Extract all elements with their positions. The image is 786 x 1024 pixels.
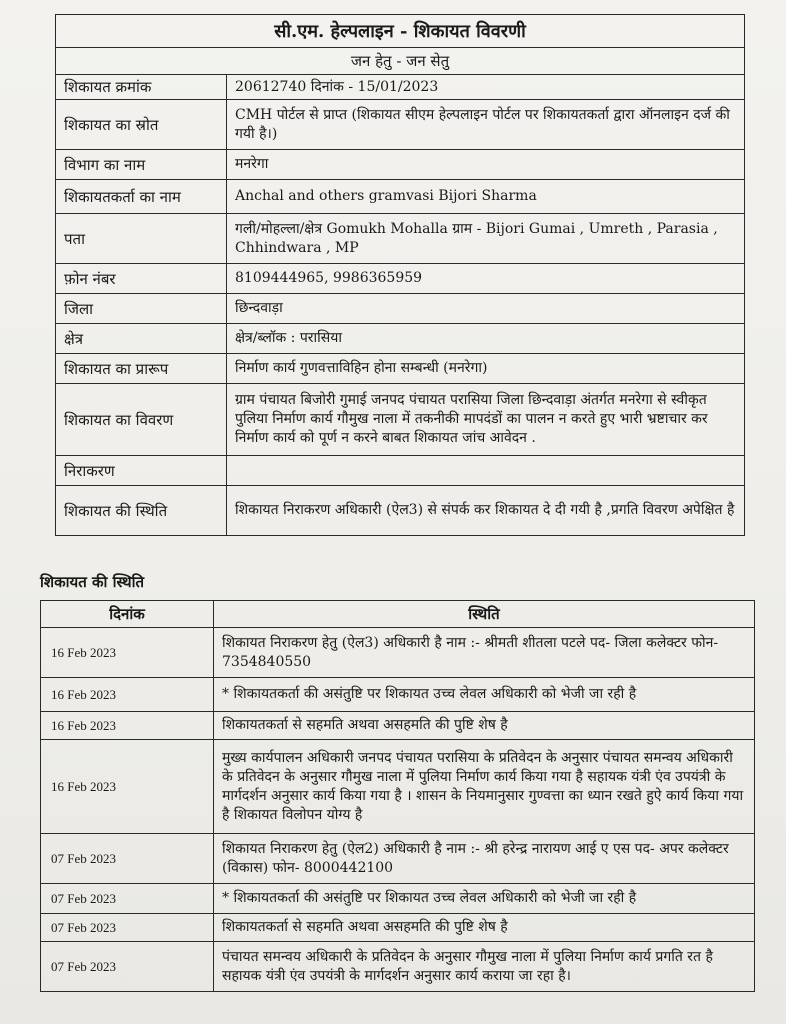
- field-row-complaint-number: [56, 75, 745, 100]
- status-row: [41, 712, 755, 740]
- field-row-department: [56, 150, 745, 180]
- field-value: मनरेगा: [227, 150, 745, 180]
- field-value: ग्राम पंचायत बिजोरी गुमाई जनपद पंचायत परासिया जिला छिन्दवाड़ा अंतर्गत मनरेगा से स्वीकृत पुलिया निर्माण कार्य गौमुख नाला में तकनीकी मापदंडों का पालन न करते हुए भारी भ्रष्टाचार कर निर्माण कार्य को पूर्ण न करने बाबत शिकायत जांच आवेदन .: [227, 384, 745, 456]
- status-date: 16 Feb 2023: [41, 678, 214, 712]
- field-value: 20612740 दिनांक - 15/01/2023: [227, 75, 745, 100]
- column-header-date: दिनांक: [41, 601, 214, 628]
- field-label: शिकायतकर्ता का नाम: [56, 180, 227, 214]
- field-label: फ़ोन नंबर: [56, 264, 227, 294]
- complaint-details-table: [55, 14, 745, 536]
- status-row: [41, 834, 755, 884]
- status-history-table: [40, 600, 755, 992]
- field-row-source: [56, 100, 745, 150]
- status-date: 07 Feb 2023: [41, 914, 214, 942]
- field-value: [227, 456, 745, 486]
- status-row: [41, 740, 755, 834]
- field-value: गली/मोहल्ला/क्षेत्र Gomukh Mohalla ग्राम - Bijori Gumai , Umreth , Parasia , Chhindwara , MP: [227, 214, 745, 264]
- field-label: शिकायत की स्थिति: [56, 486, 227, 536]
- field-row-area: [56, 324, 745, 354]
- document-subtitle: जन हेतु - जन सेतु: [56, 48, 745, 75]
- field-value: छिन्दवाड़ा: [227, 294, 745, 324]
- status-text: शिकायतकर्ता से सहमति अथवा असहमति की पुष्टि शेष है: [214, 712, 755, 740]
- document-title: सी.एम. हेल्पलाइन - शिकायत विवरणी: [56, 15, 745, 48]
- field-label: शिकायत का प्रारूप: [56, 354, 227, 384]
- field-value: CMH पोर्टल से प्राप्त (शिकायत सीएम हेल्पलाइन पोर्टल पर शिकायतकर्ता द्वारा ऑनलाइन दर्ज की गयी है।): [227, 100, 745, 150]
- status-date: 07 Feb 2023: [41, 942, 214, 992]
- status-table-header: [41, 601, 755, 628]
- field-row-complainant-name: [56, 180, 745, 214]
- status-row: [41, 942, 755, 992]
- status-text: शिकायत निराकरण हेतु (ऐल3) अधिकारी है नाम :- श्रीमती शीतला पटले पद- जिला कलेक्टर फोन- 7354840550: [214, 628, 755, 678]
- field-label: शिकायत का स्रोत: [56, 100, 227, 150]
- status-row: [41, 678, 755, 712]
- status-section-title: शिकायत की स्थिति: [40, 573, 145, 591]
- status-text: शिकायतकर्ता से सहमति अथवा असहमति की पुष्टि शेष है: [214, 914, 755, 942]
- field-value: निर्माण कार्य गुणवत्ताविहिन होना सम्बन्धी (मनरेगा): [227, 354, 745, 384]
- field-label: विभाग का नाम: [56, 150, 227, 180]
- status-text: मुख्य कार्यपालन अधिकारी जनपद पंचायत परासिया के प्रतिवेदन के अनुसार पंचायत समन्वय अधिकारी के प्रतिवेदन के अनुसार गौमुख नाला में पुलिया निर्माण कार्य किया गया है सहायक यंत्री एंव उपयंत्री के मार्गदर्शन अनुसार कार्य किया गया है । शासन के नियमानुसार गुण्वत्ता का ध्यान रखते हुऐ कार्य किया गया है शिकायत विलोपन योग्य है: [214, 740, 755, 834]
- status-text: पंचायत समन्वय अधिकारी के प्रतिवेदन के अनुसार गौमुख नाला में पुलिया निर्माण कार्य प्रगति रत है सहायक यंत्री एंव उपयंत्री के मार्गदर्शन अनुसार कार्य कराया जा रहा है।: [214, 942, 755, 992]
- field-value: Anchal and others gramvasi Bijori Sharma: [227, 180, 745, 214]
- field-label: पता: [56, 214, 227, 264]
- status-date: 07 Feb 2023: [41, 834, 214, 884]
- status-text: * शिकायतकर्ता की असंतुष्टि पर शिकायत उच्च लेवल अधिकारी को भेजी जा रही है: [214, 678, 755, 712]
- field-label: शिकायत का विवरण: [56, 384, 227, 456]
- status-date: 07 Feb 2023: [41, 884, 214, 914]
- status-date: 16 Feb 2023: [41, 712, 214, 740]
- status-date: 16 Feb 2023: [41, 628, 214, 678]
- field-row-phone: [56, 264, 745, 294]
- field-row-resolution: [56, 456, 745, 486]
- field-value: शिकायत निराकरण अधिकारी (ऐल3) से संपर्क कर शिकायत दे दी गयी है ,प्रगति विवरण अपेक्षित है: [227, 486, 745, 536]
- field-row-description: [56, 384, 745, 456]
- status-text: शिकायत निराकरण हेतु (ऐल2) अधिकारी है नाम :- श्री हरेन्द्र नारायण आई ए एस पद- अपर कलेक्टर (विकास) फोन- 8000442100: [214, 834, 755, 884]
- field-row-district: [56, 294, 745, 324]
- field-label: जिला: [56, 294, 227, 324]
- status-row: [41, 884, 755, 914]
- field-label: शिकायत क्रमांक: [56, 75, 227, 100]
- field-row-status: [56, 486, 745, 536]
- field-label: निराकरण: [56, 456, 227, 486]
- field-row-address: [56, 214, 745, 264]
- status-text: * शिकायतकर्ता की असंतुष्टि पर शिकायत उच्च लेवल अधिकारी को भेजी जा रही है: [214, 884, 755, 914]
- status-row: [41, 628, 755, 678]
- field-value: 8109444965, 9986365959: [227, 264, 745, 294]
- column-header-status: स्थिति: [214, 601, 755, 628]
- status-row: [41, 914, 755, 942]
- field-label: क्षेत्र: [56, 324, 227, 354]
- field-row-complaint-type: [56, 354, 745, 384]
- status-date: 16 Feb 2023: [41, 740, 214, 834]
- field-value: क्षेत्र/ब्लॉक : परासिया: [227, 324, 745, 354]
